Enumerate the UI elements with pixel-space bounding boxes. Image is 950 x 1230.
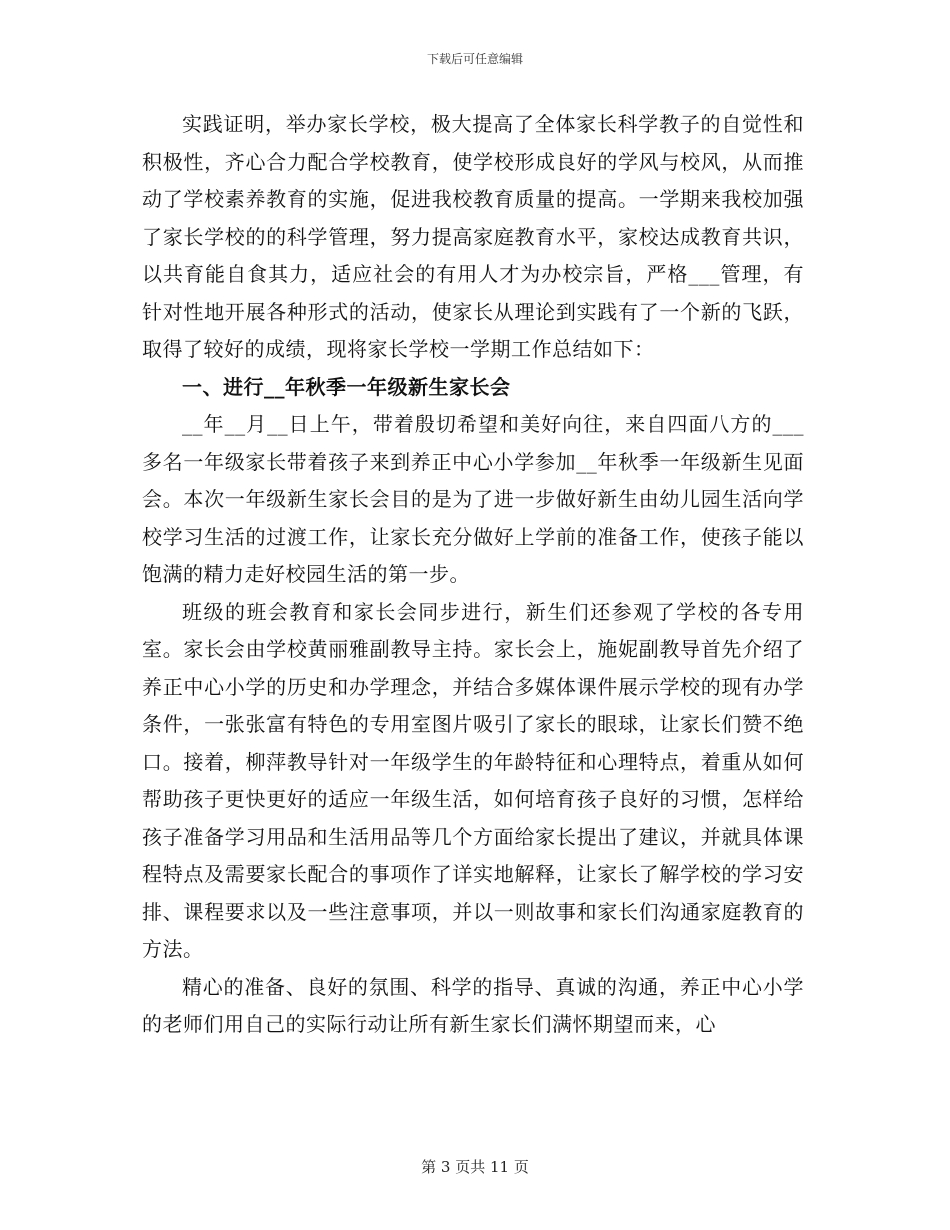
- paragraph-class-meeting: 班级的班会教育和家长会同步进行，新生们还参观了学校的各专用室。家长会由学校黄丽雅副教导主持。家长会上，施妮副教导首先介绍了养正中心小学的历史和办学理念，并结合多媒体课件展示学校的现有办学条件，一张张富有特色的专用室图片吸引了家长的眼球，让家长们赞不绝口。接着，柳萍教导针对一年级学生的年龄特征和心理特点，着重从如何帮助孩子更快更好的适应一年级生活，如何培育孩子良好的习惯，怎样给孩子准备学习用品和生活用品等几个方面给家长提出了建议，并就具体课程特点及需要家长配合的事项作了详实地解释，让家长了解学校的学习安排、课程要求以及一些注意事项，并以一则故事和家长们沟通家庭教育的方法。: [142, 599, 804, 961]
- paragraph-conclusion: 精心的准备、良好的氛围、科学的指导、真诚的沟通，养正中心小学的老师们用自己的实际行动让所有新生家长们满怀期望而来，心: [142, 974, 804, 1036]
- paragraph-meeting: __年__月__日上午，带着殷切希望和美好向往，来自四面八方的___多名一年级家长带着孩子来到养正中心小学参加__年秋季一年级新生见面会。本次一年级新生家长会目的是为了进一步做好新生由幼儿园生活向学校学习生活的过渡工作，让家长充分做好上学前的准备工作，使孩子能以饱满的精力走好校园生活的第一步。: [142, 412, 804, 586]
- page-footer: 第 3 页共 11 页: [421, 1158, 529, 1176]
- page-header: 下载后可任意编辑: [426, 52, 523, 66]
- document-body: [142, 106, 804, 1044]
- section-heading-1: 一、进行__年秋季一年级新生家长会: [182, 374, 511, 399]
- paragraph-intro: 实践证明，举办家长学校，极大提高了全体家长科学教子的自觉性和积极性，齐心合力配合学校教育，使学校形成良好的学风与校风，从而推动了学校素养教育的实施，促进我校教育质量的提高。一学期来我校加强了家长学校的的科学管理，努力提高家庭教育水平，家校达成教育共识，以共育能自食其力，适应社会的有用人才为办校宗旨，严格___管理，有针对性地开展各种形式的活动，使家长从理论到实践有了一个新的飞跃，取得了较好的成绩，现将家长学校一学期工作总结如下：: [142, 112, 804, 361]
